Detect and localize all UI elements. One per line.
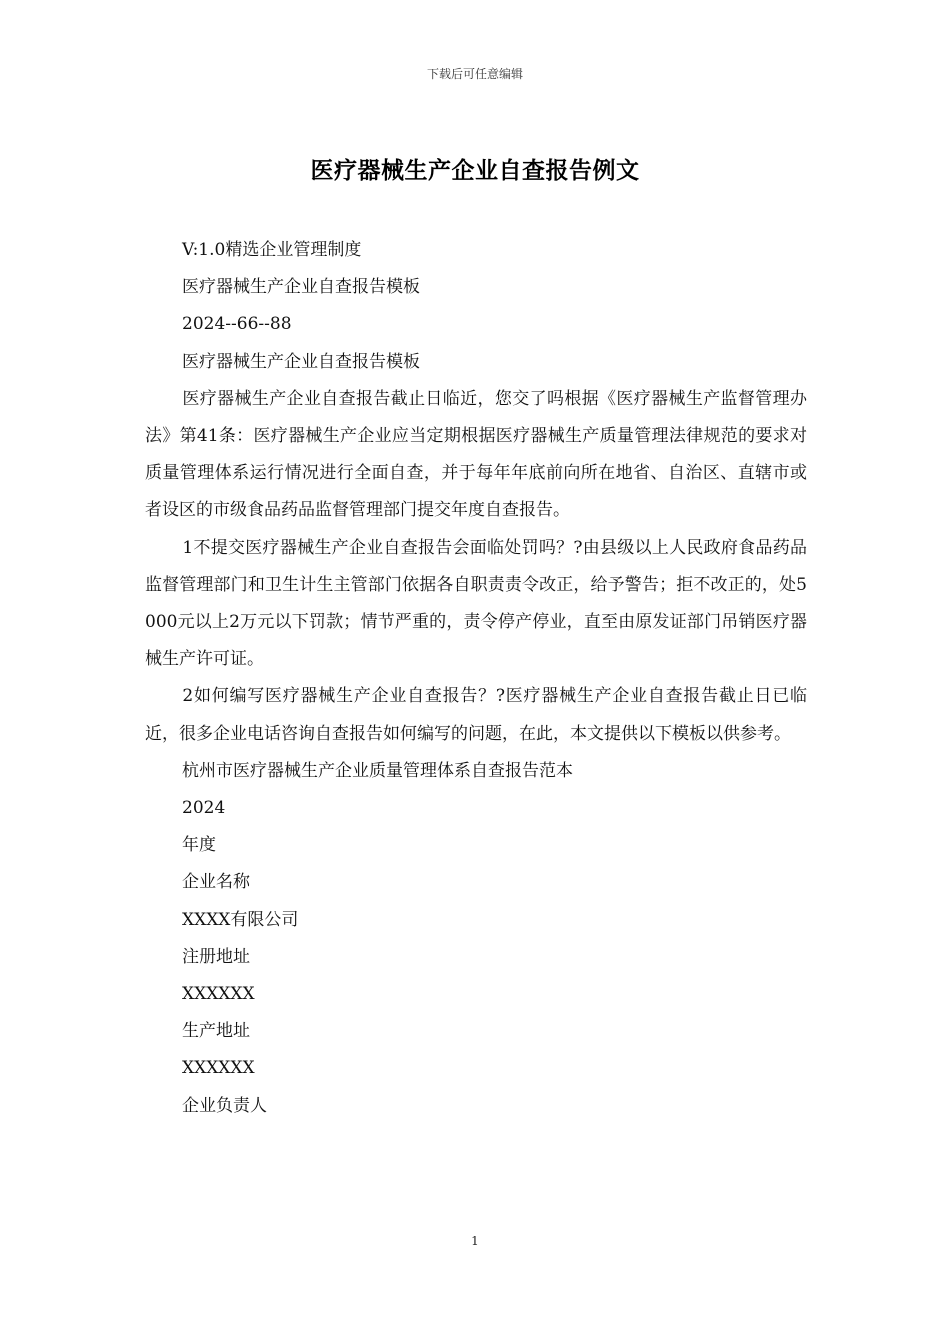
intro-paragraph: 医疗器械生产企业自查报告截止日临近，您交了吗根据《医疗器械生产监督管理办法》第41条：医疗器械生产企业应当定期根据医疗器械生产质量管理法律规范的要求对质量管理体系运行情况进行全面自查，并于每年年底前向所在地省、自治区、直辖市或者设区的市级食品药品监督管理部门提交年度自查报告。 [145,388,807,521]
production-address-label: 生产地址 [182,1021,250,1042]
page-header-note: 下载后可任意编辑 [426,67,523,81]
registered-address-label: 注册地址 [182,946,250,967]
report-year: 2024 [182,798,226,819]
year-label: 年度 [182,835,216,856]
company-name-value: XXXX有限公司 [182,909,299,930]
sample-report-title: 杭州市医疗器械生产企业质量管理体系自查报告范本 [182,760,573,781]
document-body [145,232,807,1125]
registered-address-value: XXXXXX [182,984,255,1005]
company-name-label: 企业名称 [182,872,250,893]
version-line: V:1.0精选企业管理制度 [182,240,362,260]
date-line: 2024--66--88 [182,314,292,335]
production-address-value: XXXXXX [182,1058,255,1079]
company-head-label: 企业负责人 [182,1095,267,1116]
penalty-paragraph: 1不提交医疗器械生产企业自查报告会面临处罚吗？?由县级以上人民政府食品药品监督管理部门和卫生计生主管部门依据各自职责责令改正，给予警告；拒不改正的，处5000元以上2万元以下罚款；情节严重的，责令停产停业，直至由原发证部门吊销医疗器械生产许可证。 [145,537,807,670]
template-name-line: 医疗器械生产企业自查报告模板 [182,277,420,298]
document-title: 医疗器械生产企业自查报告例文 [310,157,640,184]
page-number: 1 [471,1234,479,1248]
howto-paragraph: 2如何编写医疗器械生产企业自查报告？?医疗器械生产企业自查报告截止日已临近，很多企业电话咨询自查报告如何编写的问题，在此，本文提供以下模板以供参考。 [145,686,807,744]
template-name-line-repeat: 医疗器械生产企业自查报告模板 [182,351,420,372]
